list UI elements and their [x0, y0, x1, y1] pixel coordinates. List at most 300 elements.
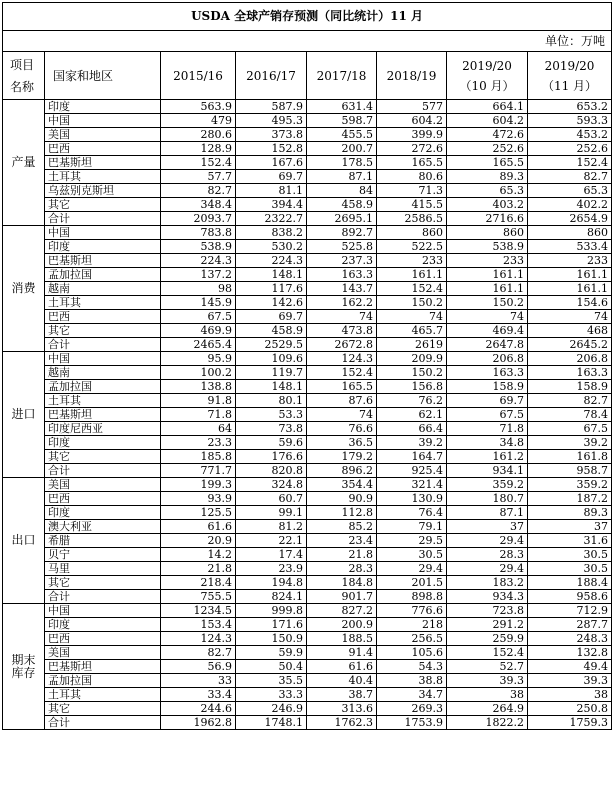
group-label-line1: 进口 — [11, 407, 36, 421]
value-cell: 39.3 — [447, 674, 528, 688]
value-cell: 2093.7 — [161, 212, 236, 226]
value-cell: 958.7 — [528, 464, 612, 478]
value-cell: 21.8 — [161, 562, 236, 576]
value-cell: 82.7 — [161, 184, 236, 198]
value-cell: 820.8 — [236, 464, 307, 478]
region-cell: 巴西 — [45, 142, 161, 156]
value-cell: 125.5 — [161, 506, 236, 520]
value-cell: 22.1 — [236, 534, 307, 548]
value-cell: 23.9 — [236, 562, 307, 576]
value-cell: 2654.9 — [528, 212, 612, 226]
value-cell: 415.5 — [377, 198, 447, 212]
value-cell: 179.2 — [307, 450, 377, 464]
table-row — [3, 366, 612, 380]
value-cell: 23.4 — [307, 534, 377, 548]
value-cell: 593.3 — [528, 114, 612, 128]
header-year-label: 2016/17 — [246, 68, 296, 83]
value-cell: 827.2 — [307, 604, 377, 618]
table-row — [3, 562, 612, 576]
group-label-line1: 出口 — [11, 533, 36, 547]
value-cell: 95.9 — [161, 352, 236, 366]
value-cell: 150.2 — [447, 296, 528, 310]
title-row — [3, 3, 612, 31]
group-label-line1: 期末 — [11, 652, 36, 667]
table-row — [3, 198, 612, 212]
value-cell: 145.9 — [161, 296, 236, 310]
value-cell: 453.2 — [528, 128, 612, 142]
value-cell: 53.3 — [236, 408, 307, 422]
value-cell: 161.1 — [377, 268, 447, 282]
region-cell: 其它 — [45, 198, 161, 212]
value-cell: 2647.8 — [447, 338, 528, 352]
value-cell: 34.8 — [447, 436, 528, 450]
value-cell: 61.6 — [307, 660, 377, 674]
value-cell: 165.5 — [447, 156, 528, 170]
region-cell: 乌兹别克斯坦 — [45, 184, 161, 198]
table-row — [3, 268, 612, 282]
value-cell: 354.4 — [307, 478, 377, 492]
value-cell: 188.5 — [307, 632, 377, 646]
value-cell: 30.5 — [528, 562, 612, 576]
header-year-label: 2019/20 — [462, 58, 512, 73]
value-cell: 76.4 — [377, 506, 447, 520]
value-cell: 99.1 — [236, 506, 307, 520]
value-cell: 30.5 — [377, 548, 447, 562]
value-cell: 194.8 — [236, 576, 307, 590]
value-cell: 2529.5 — [236, 338, 307, 352]
region-cell: 印度 — [45, 240, 161, 254]
value-cell: 538.9 — [161, 240, 236, 254]
table-row — [3, 296, 612, 310]
value-cell: 2645.2 — [528, 338, 612, 352]
value-cell: 1822.2 — [447, 716, 528, 730]
value-cell: 2619 — [377, 338, 447, 352]
table-row — [3, 254, 612, 268]
value-cell: 138.8 — [161, 380, 236, 394]
value-cell: 783.8 — [161, 226, 236, 240]
region-cell: 中国 — [45, 114, 161, 128]
value-cell: 206.8 — [528, 352, 612, 366]
value-cell: 29.4 — [447, 562, 528, 576]
value-cell: 256.5 — [377, 632, 447, 646]
value-cell: 38.8 — [377, 674, 447, 688]
value-cell: 348.4 — [161, 198, 236, 212]
value-cell: 74 — [528, 310, 612, 324]
value-cell: 79.1 — [377, 520, 447, 534]
value-cell: 999.8 — [236, 604, 307, 618]
value-cell: 495.3 — [236, 114, 307, 128]
value-cell: 37 — [528, 520, 612, 534]
value-cell: 137.2 — [161, 268, 236, 282]
total-row — [3, 464, 612, 478]
region-cell: 越南 — [45, 366, 161, 380]
value-cell: 373.8 — [236, 128, 307, 142]
value-cell: 28.3 — [307, 562, 377, 576]
value-cell: 66.4 — [377, 422, 447, 436]
header-year-2019-20-nov — [528, 52, 612, 100]
region-cell: 印度 — [45, 506, 161, 520]
header-year-sublabel: （11 月） — [541, 78, 598, 93]
value-cell: 2322.7 — [236, 212, 307, 226]
value-cell: 124.3 — [307, 352, 377, 366]
table-row — [3, 688, 612, 702]
header-year-label: 2017/18 — [316, 68, 367, 83]
total-row — [3, 338, 612, 352]
value-cell: 124.3 — [161, 632, 236, 646]
header-year-label: 2019/20 — [544, 58, 595, 73]
value-cell: 465.7 — [377, 324, 447, 338]
value-cell: 472.6 — [447, 128, 528, 142]
value-cell: 399.9 — [377, 128, 447, 142]
value-cell: 80.1 — [236, 394, 307, 408]
table-row — [3, 422, 612, 436]
value-cell: 81.1 — [236, 184, 307, 198]
cotton-supply-demand-table — [2, 2, 612, 730]
header-year-label: 2015/16 — [173, 68, 223, 83]
header-year-sublabel: （10 月） — [459, 78, 515, 93]
region-cell: 中国 — [45, 604, 161, 618]
value-cell: 860 — [528, 226, 612, 240]
value-cell: 130.9 — [377, 492, 447, 506]
table-row — [3, 618, 612, 632]
value-cell: 67.5 — [161, 310, 236, 324]
value-cell: 824.1 — [236, 590, 307, 604]
value-cell: 458.9 — [307, 198, 377, 212]
region-cell: 巴基斯坦 — [45, 156, 161, 170]
region-cell: 土耳其 — [45, 688, 161, 702]
value-cell: 20.9 — [161, 534, 236, 548]
value-cell: 158.9 — [447, 380, 528, 394]
table-row — [3, 576, 612, 590]
value-cell: 180.7 — [447, 492, 528, 506]
value-cell: 60.7 — [236, 492, 307, 506]
value-cell: 71.3 — [377, 184, 447, 198]
value-cell: 224.3 — [161, 254, 236, 268]
value-cell: 156.8 — [377, 380, 447, 394]
region-cell: 土耳其 — [45, 296, 161, 310]
table-row — [3, 226, 612, 240]
value-cell: 522.5 — [377, 240, 447, 254]
table-row — [3, 534, 612, 548]
group-label — [3, 226, 45, 352]
region-cell: 合计 — [45, 338, 161, 352]
value-cell: 403.2 — [447, 198, 528, 212]
group-label — [3, 478, 45, 604]
value-cell: 313.6 — [307, 702, 377, 716]
value-cell: 163.3 — [447, 366, 528, 380]
value-cell: 152.4 — [161, 156, 236, 170]
region-cell: 马里 — [45, 562, 161, 576]
value-cell: 69.7 — [447, 394, 528, 408]
region-cell: 巴西 — [45, 310, 161, 324]
value-cell: 112.8 — [307, 506, 377, 520]
table-row — [3, 660, 612, 674]
value-cell: 69.7 — [236, 310, 307, 324]
value-cell: 91.4 — [307, 646, 377, 660]
value-cell: 90.9 — [307, 492, 377, 506]
value-cell: 1748.1 — [236, 716, 307, 730]
table-row — [3, 548, 612, 562]
table-row — [3, 128, 612, 142]
value-cell: 469.9 — [161, 324, 236, 338]
value-cell: 2586.5 — [377, 212, 447, 226]
value-cell: 280.6 — [161, 128, 236, 142]
value-cell: 201.5 — [377, 576, 447, 590]
value-cell: 272.6 — [377, 142, 447, 156]
page-title: USDA 全球产销存预测（同比统计）11 月 — [3, 3, 612, 31]
value-cell: 67.5 — [447, 408, 528, 422]
unit-label: 单位：万吨 — [3, 31, 612, 52]
value-cell: 69.7 — [236, 170, 307, 184]
region-cell: 美国 — [45, 478, 161, 492]
value-cell: 723.8 — [447, 604, 528, 618]
value-cell: 80.6 — [377, 170, 447, 184]
value-cell: 2716.6 — [447, 212, 528, 226]
value-cell: 161.8 — [528, 450, 612, 464]
value-cell: 958.6 — [528, 590, 612, 604]
value-cell: 237.3 — [307, 254, 377, 268]
value-cell: 860 — [377, 226, 447, 240]
value-cell: 533.4 — [528, 240, 612, 254]
value-cell: 183.2 — [447, 576, 528, 590]
value-cell: 530.2 — [236, 240, 307, 254]
value-cell: 244.6 — [161, 702, 236, 716]
region-cell: 贝宁 — [45, 548, 161, 562]
value-cell: 925.4 — [377, 464, 447, 478]
table-row — [3, 170, 612, 184]
value-cell: 538.9 — [447, 240, 528, 254]
value-cell: 2465.4 — [161, 338, 236, 352]
value-cell: 898.8 — [377, 590, 447, 604]
header-item-line2: 名称 — [10, 79, 35, 94]
value-cell: 76.2 — [377, 394, 447, 408]
table-row — [3, 324, 612, 338]
value-cell: 87.6 — [307, 394, 377, 408]
value-cell: 185.8 — [161, 450, 236, 464]
value-cell: 87.1 — [307, 170, 377, 184]
table-row — [3, 114, 612, 128]
value-cell: 233 — [377, 254, 447, 268]
value-cell: 150.2 — [377, 366, 447, 380]
value-cell: 30.5 — [528, 548, 612, 562]
group-label — [3, 352, 45, 478]
region-cell: 其它 — [45, 450, 161, 464]
value-cell: 860 — [447, 226, 528, 240]
value-cell: 150.9 — [236, 632, 307, 646]
value-cell: 402.2 — [528, 198, 612, 212]
value-cell: 150.2 — [377, 296, 447, 310]
region-cell: 印度 — [45, 618, 161, 632]
value-cell: 200.7 — [307, 142, 377, 156]
header-year-2015-16 — [161, 52, 236, 100]
value-cell: 67.5 — [528, 422, 612, 436]
value-cell: 17.4 — [236, 548, 307, 562]
value-cell: 479 — [161, 114, 236, 128]
value-cell: 1759.3 — [528, 716, 612, 730]
value-cell: 152.4 — [307, 366, 377, 380]
value-cell: 152.4 — [528, 156, 612, 170]
value-cell: 165.5 — [307, 380, 377, 394]
total-row — [3, 212, 612, 226]
value-cell: 40.4 — [307, 674, 377, 688]
value-cell: 598.7 — [307, 114, 377, 128]
value-cell: 359.2 — [528, 478, 612, 492]
value-cell: 199.3 — [161, 478, 236, 492]
table-row — [3, 450, 612, 464]
value-cell: 161.1 — [528, 282, 612, 296]
value-cell: 455.5 — [307, 128, 377, 142]
value-cell: 65.3 — [447, 184, 528, 198]
value-cell: 631.4 — [307, 100, 377, 114]
table-row — [3, 310, 612, 324]
header-year-2019-20-oct — [447, 52, 528, 100]
value-cell: 161.2 — [447, 450, 528, 464]
value-cell: 896.2 — [307, 464, 377, 478]
value-cell: 33 — [161, 674, 236, 688]
region-cell: 合计 — [45, 212, 161, 226]
table-row — [3, 506, 612, 520]
value-cell: 74 — [377, 310, 447, 324]
region-cell: 孟加拉国 — [45, 268, 161, 282]
value-cell: 587.9 — [236, 100, 307, 114]
value-cell: 78.4 — [528, 408, 612, 422]
table-row — [3, 282, 612, 296]
header-year-2016-17 — [236, 52, 307, 100]
value-cell: 321.4 — [377, 478, 447, 492]
region-cell: 越南 — [45, 282, 161, 296]
header-item-line1: 项目 — [10, 57, 35, 72]
header-item-name — [3, 52, 45, 100]
table-row — [3, 702, 612, 716]
total-row — [3, 590, 612, 604]
value-cell: 29.4 — [447, 534, 528, 548]
value-cell: 39.3 — [528, 674, 612, 688]
value-cell: 209.9 — [377, 352, 447, 366]
value-cell: 28.3 — [447, 548, 528, 562]
value-cell: 82.7 — [528, 170, 612, 184]
table-row — [3, 142, 612, 156]
region-cell: 土耳其 — [45, 394, 161, 408]
region-cell: 中国 — [45, 352, 161, 366]
value-cell: 71.8 — [447, 422, 528, 436]
value-cell: 59.6 — [236, 436, 307, 450]
header-year-2018-19 — [377, 52, 447, 100]
region-cell: 巴基斯坦 — [45, 254, 161, 268]
value-cell: 52.7 — [447, 660, 528, 674]
value-cell: 29.5 — [377, 534, 447, 548]
value-cell: 165.5 — [377, 156, 447, 170]
value-cell: 604.2 — [447, 114, 528, 128]
value-cell: 82.7 — [161, 646, 236, 660]
region-cell: 合计 — [45, 464, 161, 478]
value-cell: 934.3 — [447, 590, 528, 604]
value-cell: 473.8 — [307, 324, 377, 338]
group-label-line1: 消费 — [11, 281, 36, 295]
value-cell: 74 — [447, 310, 528, 324]
value-cell: 604.2 — [377, 114, 447, 128]
table-row — [3, 394, 612, 408]
table-row — [3, 646, 612, 660]
value-cell: 206.8 — [447, 352, 528, 366]
value-cell: 82.7 — [528, 394, 612, 408]
value-cell: 161.1 — [447, 268, 528, 282]
group-label — [3, 100, 45, 226]
region-cell: 澳大利亚 — [45, 520, 161, 534]
value-cell: 142.6 — [236, 296, 307, 310]
table-row — [3, 674, 612, 688]
value-cell: 901.7 — [307, 590, 377, 604]
value-cell: 287.7 — [528, 618, 612, 632]
table-row — [3, 184, 612, 198]
table-row — [3, 380, 612, 394]
value-cell: 269.3 — [377, 702, 447, 716]
value-cell: 89.3 — [528, 506, 612, 520]
region-cell: 希腊 — [45, 534, 161, 548]
region-cell: 美国 — [45, 128, 161, 142]
region-cell: 合计 — [45, 590, 161, 604]
value-cell: 57.7 — [161, 170, 236, 184]
value-cell: 178.5 — [307, 156, 377, 170]
value-cell: 59.9 — [236, 646, 307, 660]
value-cell: 200.9 — [307, 618, 377, 632]
region-cell: 其它 — [45, 576, 161, 590]
value-cell: 458.9 — [236, 324, 307, 338]
value-cell: 74 — [307, 310, 377, 324]
region-cell: 巴基斯坦 — [45, 408, 161, 422]
total-row — [3, 716, 612, 730]
table-row — [3, 520, 612, 534]
region-cell: 合计 — [45, 716, 161, 730]
value-cell: 152.4 — [377, 282, 447, 296]
value-cell: 36.5 — [307, 436, 377, 450]
region-cell: 印度 — [45, 436, 161, 450]
value-cell: 56.9 — [161, 660, 236, 674]
value-cell: 838.2 — [236, 226, 307, 240]
value-cell: 39.2 — [377, 436, 447, 450]
value-cell: 109.6 — [236, 352, 307, 366]
value-cell: 1234.5 — [161, 604, 236, 618]
value-cell: 38 — [528, 688, 612, 702]
value-cell: 563.9 — [161, 100, 236, 114]
region-cell: 孟加拉国 — [45, 674, 161, 688]
value-cell: 33.3 — [236, 688, 307, 702]
value-cell: 74 — [307, 408, 377, 422]
value-cell: 39.2 — [528, 436, 612, 450]
value-cell: 105.6 — [377, 646, 447, 660]
value-cell: 163.3 — [307, 268, 377, 282]
value-cell: 171.6 — [236, 618, 307, 632]
value-cell: 61.6 — [161, 520, 236, 534]
value-cell: 89.3 — [447, 170, 528, 184]
value-cell: 158.9 — [528, 380, 612, 394]
table-row — [3, 352, 612, 366]
value-cell: 248.3 — [528, 632, 612, 646]
value-cell: 394.4 — [236, 198, 307, 212]
region-cell: 美国 — [45, 646, 161, 660]
region-cell: 土耳其 — [45, 170, 161, 184]
table-row — [3, 240, 612, 254]
value-cell: 38 — [447, 688, 528, 702]
value-cell: 359.2 — [447, 478, 528, 492]
value-cell: 76.6 — [307, 422, 377, 436]
value-cell: 161.1 — [447, 282, 528, 296]
group-label — [3, 604, 45, 730]
value-cell: 73.8 — [236, 422, 307, 436]
value-cell: 148.1 — [236, 380, 307, 394]
value-cell: 1762.3 — [307, 716, 377, 730]
table-row — [3, 604, 612, 618]
value-cell: 291.2 — [447, 618, 528, 632]
